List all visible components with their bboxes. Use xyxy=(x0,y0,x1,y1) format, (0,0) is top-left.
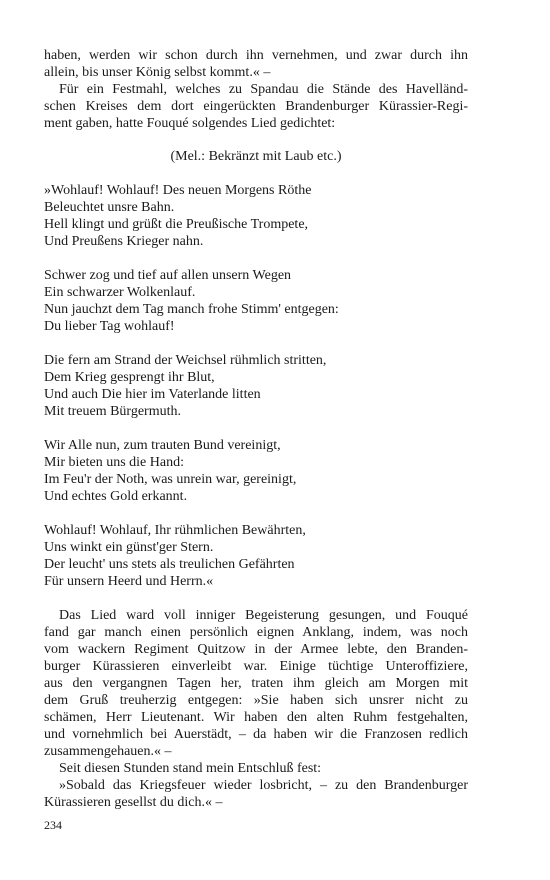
text-line: »Sobald das Kriegsfeuer wieder losbricht, – zu den Brandenburger xyxy=(59,778,468,793)
verse-line: Der leucht' uns stets als treulichen Gefährten xyxy=(44,557,295,572)
verse-line: Ein schwarzer Wolkenlauf. xyxy=(44,285,196,300)
verse-line: Mit treuem Bürgermuth. xyxy=(44,404,181,419)
text-line: und vornehmlich bei Auerstädt, – da haben wir die Franzosen redlich xyxy=(44,727,468,742)
text-line: Seit diesen Stunden stand mein Entschluß fest: xyxy=(59,761,322,776)
verse-line: Wir Alle nun, zum trauten Bund vereinigt, xyxy=(44,438,281,453)
verse-line: Mir bieten uns die Hand: xyxy=(44,455,184,470)
text-line: allein, bis unser König selbst kommt.« – xyxy=(44,65,271,80)
verse-line: »Wohlauf! Wohlauf! Des neuen Morgens Röthe xyxy=(44,183,312,198)
verse-line: Beleuchtet unsre Bahn. xyxy=(44,200,175,215)
verse-line: Die fern am Strand der Weichsel rühmlich stritten, xyxy=(44,353,327,368)
page-body xyxy=(44,47,468,811)
verse-line: Und auch Die hier im Vaterlande litten xyxy=(44,387,261,402)
verse-line: Und Preußens Krieger nahn. xyxy=(44,234,204,249)
text-line: aus den vergangnen Tagen her, traten ihm gleich am Morgen mit xyxy=(44,676,468,691)
verse-line: Hell klingt und grüßt die Preußische Trompete, xyxy=(44,217,309,232)
text-line: schämen, Herr Lieutenant. Wir haben den alten Ruhm festgehalten, xyxy=(44,710,468,725)
poem-stanza xyxy=(44,182,468,250)
text-line: dem Gruß treuherzig entgegen: »Sie haben sich unsrer nicht zu xyxy=(44,693,468,708)
text-line: haben, werden wir schon durch ihn vernehmen, und zwar durch ihn xyxy=(44,48,468,63)
text-line: zusammengehauen.« – xyxy=(44,744,172,759)
melody-note: (Mel.: Bekränzt mit Laub etc.) xyxy=(170,149,342,164)
page-number: 234 xyxy=(44,818,62,832)
poem-stanza xyxy=(44,267,468,335)
poem xyxy=(44,182,468,590)
verse-line: Uns winkt ein günst'ger Stern. xyxy=(44,540,214,555)
poem-stanza xyxy=(44,522,468,590)
verse-line: Und echtes Gold erkannt. xyxy=(44,489,188,504)
verse-line: Dem Krieg gesprengt ihr Blut, xyxy=(44,370,215,385)
verse-line: Schwer zog und tief auf allen unsern Wegen xyxy=(44,268,292,283)
text-line: vom wackern Regiment Quitzow in der Armee lebte, den Branden- xyxy=(44,642,468,657)
poem-stanza xyxy=(44,437,468,505)
text-line: Das Lied ward voll inniger Begeisterung gesungen, und Fouqué xyxy=(59,608,468,623)
poem-stanza xyxy=(44,352,468,420)
text-line: burger Kürassieren einverleibt war. Einige tüchtige Unteroffiziere, xyxy=(44,659,468,674)
text-line: fand gar manch einen persönlich eignen Anklang, indem, was noch xyxy=(44,625,468,640)
text-line: schen Kreises dem dort eingerückten Brandenburger Kürassier-Regi- xyxy=(44,99,468,114)
text-line: ment gaben, hatte Fouqué solgendes Lied gedichtet: xyxy=(44,116,336,131)
text-line: Kürassieren gesellst du dich.« – xyxy=(44,795,223,810)
verse-line: Für unsern Heerd und Herrn.« xyxy=(44,574,214,589)
verse-line: Im Feu'r der Noth, was unrein war, gereinigt, xyxy=(44,472,297,487)
verse-line: Wohlauf! Wohlauf, Ihr rühmlichen Bewährten, xyxy=(44,523,306,538)
verse-line: Nun jauchzt dem Tag manch frohe Stimm' entgegen: xyxy=(44,302,339,317)
intro-paragraphs xyxy=(44,47,468,132)
text-line: Für ein Festmahl, welches zu Spandau die Stände des Havelländ- xyxy=(59,82,468,97)
verse-line: Du lieber Tag wohlauf! xyxy=(44,319,175,334)
closing-paragraphs xyxy=(44,607,468,811)
